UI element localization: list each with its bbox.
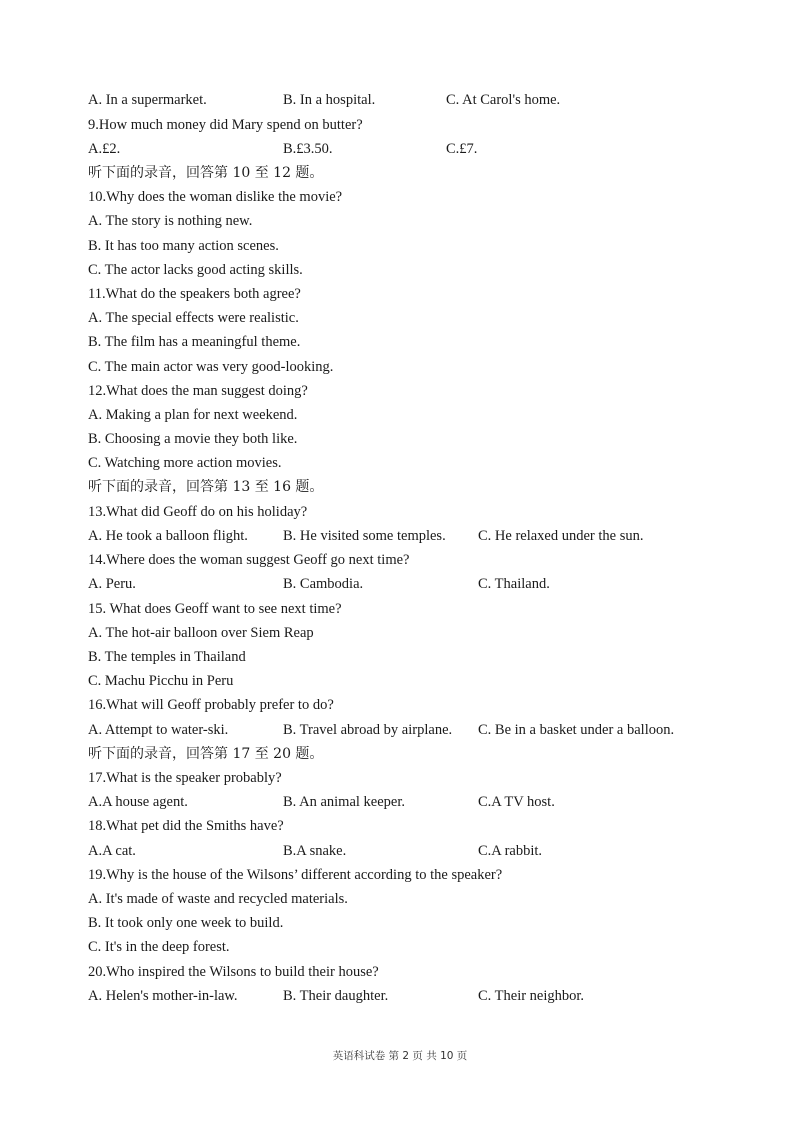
page-footer: 英语科试卷 第 2 页 共 10 页 xyxy=(332,1050,468,1062)
q12-option-c: C. Watching more action movies. xyxy=(88,455,282,471)
q14-stem: 14.Where does the woman suggest Geoff go next time? xyxy=(88,552,410,568)
q12-option-a: A. Making a plan for next weekend. xyxy=(88,407,298,423)
q17-option-c: C.A TV host. xyxy=(478,794,555,810)
q14-option-c: C. Thailand. xyxy=(478,576,550,592)
q8-option-c: C. At Carol's home. xyxy=(446,92,561,108)
q16-stem: 16.What will Geoff probably prefer to do? xyxy=(88,697,334,713)
q17-option-a: A.A house agent. xyxy=(88,794,188,810)
q19-option-b: B. It took only one week to build. xyxy=(88,915,284,931)
q13-option-b: B. He visited some temples. xyxy=(283,528,446,544)
q15-option-c: C. Machu Picchu in Peru xyxy=(88,673,234,689)
q17-option-b: B. An animal keeper. xyxy=(283,794,406,810)
q9-option-c: C.£7. xyxy=(446,141,478,157)
q15-option-b: B. The temples in Thailand xyxy=(88,649,246,665)
q20-option-b: B. Their daughter. xyxy=(283,988,389,1004)
q19-option-a: A. It's made of waste and recycled materials. xyxy=(88,891,348,907)
q16-option-a: A. Attempt to water-ski. xyxy=(88,722,229,738)
q18-option-a: A.A cat. xyxy=(88,843,136,859)
q10-option-b: B. It has too many action scenes. xyxy=(88,238,279,254)
q20-option-a: A. Helen's mother-in-law. xyxy=(88,988,238,1004)
q9-option-a: A.£2. xyxy=(88,141,121,157)
q10-option-c: C. The actor lacks good acting skills. xyxy=(88,262,303,278)
q13-option-c: C. He relaxed under the sun. xyxy=(478,528,644,544)
q13-option-a: A. He took a balloon flight. xyxy=(88,528,248,544)
q19-option-c: C. It's in the deep forest. xyxy=(88,939,230,955)
q10-stem: 10.Why does the woman dislike the movie? xyxy=(88,189,343,205)
q16-option-c: C. Be in a basket under a balloon. xyxy=(478,722,675,738)
q9-option-b: B.£3.50. xyxy=(283,141,333,157)
q12-stem: 12.What does the man suggest doing? xyxy=(88,383,308,399)
q18-stem: 18.What pet did the Smiths have? xyxy=(88,818,284,834)
q11-option-c: C. The main actor was very good-looking. xyxy=(88,359,334,375)
section-heading-17-20: 听下面的录音，回答第 17 至 20 题。 xyxy=(88,746,324,762)
q15-stem: 15. What does Geoff want to see next time? xyxy=(88,601,342,617)
q8-option-a: A. In a supermarket. xyxy=(88,92,207,108)
q15-option-a: A. The hot-air balloon over Siem Reap xyxy=(88,625,314,641)
q13-stem: 13.What did Geoff do on his holiday? xyxy=(88,504,308,520)
q11-stem: 11.What do the speakers both agree? xyxy=(88,286,301,302)
q11-option-b: B. The film has a meaningful theme. xyxy=(88,334,301,350)
q14-option-b: B. Cambodia. xyxy=(283,576,364,592)
q14-option-a: A. Peru. xyxy=(88,576,136,592)
q12-option-b: B. Choosing a movie they both like. xyxy=(88,431,298,447)
q16-option-b: B. Travel abroad by airplane. xyxy=(283,722,453,738)
section-heading-10-12: 听下面的录音，回答第 10 至 12 题。 xyxy=(88,165,324,181)
q9-stem: 9.How much money did Mary spend on butter? xyxy=(88,117,363,133)
q18-option-b: B.A snake. xyxy=(283,843,347,859)
q10-option-a: A. The story is nothing new. xyxy=(88,213,253,229)
q8-option-b: B. In a hospital. xyxy=(283,92,376,108)
q17-stem: 17.What is the speaker probably? xyxy=(88,770,282,786)
q18-option-c: C.A rabbit. xyxy=(478,843,543,859)
q19-stem: 19.Why is the house of the Wilsons’ different according to the speaker? xyxy=(88,867,503,883)
q11-option-a: A. The special effects were realistic. xyxy=(88,310,299,326)
q20-stem: 20.Who inspired the Wilsons to build their house? xyxy=(88,964,379,980)
q20-option-c: C. Their neighbor. xyxy=(478,988,585,1004)
section-heading-13-16: 听下面的录音，回答第 13 至 16 题。 xyxy=(88,479,324,495)
